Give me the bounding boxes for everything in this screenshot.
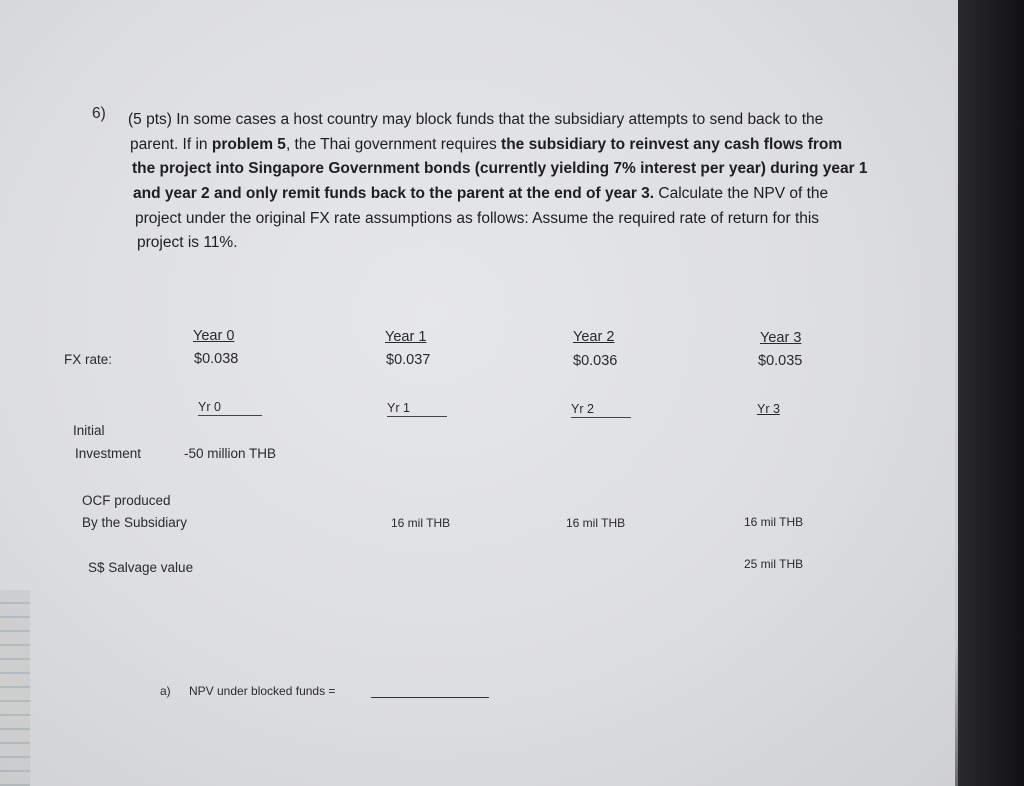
ocf-year-1-value: 16 mil THB	[391, 516, 451, 530]
yr-0-header: Yr 0	[198, 400, 262, 416]
yr-2-header: Yr 2	[571, 402, 631, 418]
ocf-label-line-2: By the Subsidiary	[82, 515, 188, 530]
fx-year-3-rate: $0.035	[758, 353, 803, 369]
problem-line-5-segment-1: project under the original FX rate assumptions as follows: Assume the required rate of return for this	[135, 210, 820, 227]
problem-line-6	[137, 234, 238, 253]
initial-investment-label-line-1: Initial	[73, 423, 105, 438]
problem-number: 6)	[92, 105, 106, 122]
problem-line-2	[130, 136, 842, 155]
problem-line-4-segment-1: and year 2 and only remit funds back to the parent at the end of year 3.	[133, 185, 655, 202]
ocf-year-3-value: 16 mil THB	[744, 515, 804, 529]
answer-blank[interactable]	[371, 697, 489, 698]
salvage-value-label: S$ Salvage value	[88, 560, 194, 575]
ocf-year-2-value: 16 mil THB	[566, 516, 626, 530]
fx-year-0-header: Year 0	[193, 328, 235, 344]
fx-year-1-rate: $0.037	[386, 352, 431, 368]
problem-line-1	[128, 111, 823, 130]
fx-year-0-rate: $0.038	[194, 351, 239, 367]
background-edge	[958, 0, 1024, 786]
problem-line-6-segment-1: project is 11%.	[137, 234, 238, 251]
initial-investment-label-line-2: Investment	[75, 446, 142, 461]
fx-year-2-header: Year 2	[573, 329, 615, 345]
question-letter: a)	[160, 684, 171, 698]
ocf-label-line-1: OCF produced	[82, 493, 171, 508]
problem-line-4-segment-2: Calculate the NPV of the	[654, 185, 829, 202]
problem-line-2-segment-2: problem 5	[211, 136, 286, 153]
problem-line-4	[133, 185, 828, 204]
problem-line-5	[135, 210, 819, 229]
problem-line-2-segment-3: , the Thai government requires	[285, 136, 502, 153]
fx-year-3-header: Year 3	[760, 330, 802, 346]
problem-line-3	[132, 160, 868, 179]
problem-line-1-segment-1: (5 pts) In some cases a host country may block funds that the subsidiary attempts to send back to the	[128, 111, 824, 128]
fx-year-1-header: Year 1	[385, 329, 427, 345]
problem-line-2-segment-1: parent. If in	[130, 136, 212, 153]
problem-line-3-segment-1: the project into Singapore Government bonds (currently yielding 7% interest per year) during year 1	[132, 160, 868, 177]
yr-3-header: Yr 3	[757, 402, 780, 416]
fx-rate-label: FX rate:	[64, 352, 113, 367]
fx-year-2-rate: $0.036	[573, 353, 618, 369]
notebook-binding	[0, 590, 30, 786]
initial-investment-value: -50 million THB	[184, 446, 277, 461]
question-text: NPV under blocked funds =	[189, 684, 336, 698]
yr-1-header: Yr 1	[387, 401, 447, 417]
salvage-year-3-value: 25 mil THB	[744, 557, 804, 571]
problem-line-2-segment-4: the subsidiary to reinvest any cash flows from	[501, 136, 843, 153]
